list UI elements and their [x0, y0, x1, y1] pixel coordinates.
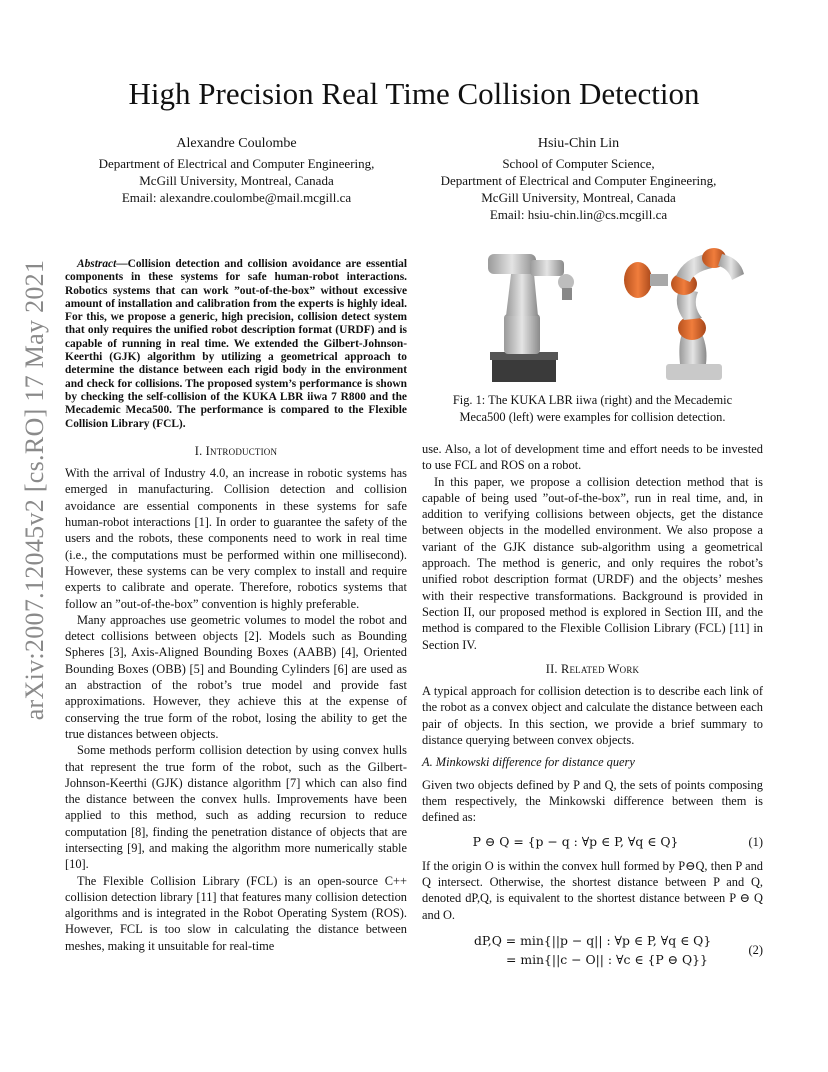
equation-2-line: = min{||c − O|| : ∀c ∈ {P ⊖ Q}} — [506, 952, 708, 968]
equation-2-line: dP,Q = min{||p − q|| : ∀p ∈ P, ∀q ∈ Q} — [474, 933, 712, 949]
figure-caption: Fig. 1: The KUKA LBR iiwa (right) and the Mecademic Meca500 (left) were examples for collision detection. — [452, 393, 733, 424]
abstract — [65, 258, 407, 431]
author-affiliation: Department of Electrical and Computer Engineering, — [440, 173, 717, 188]
paper-title: High Precision Real Time Collision Detection — [128, 76, 700, 111]
intro-paragraph: In this paper, we propose a collision detection method that is capable of being used ”out-of-the-box”, run in real time, and, in addition to verifying collisions between objects, get the distance between objects in the modelled environment. We also propose a variant of the GJK distance sub-algorithm using a geometrical approach. The method is generic, and only requires the robot’s unified robot description format (URDF) and the objects’ meshes with their respective transformations. Background is provided in Section II, our proposed method is explored in Section III, and the method is compared to the Flexible Collision Library (FCL) [11] in Section IV. — [422, 474, 763, 652]
author-name: Hsiu-Chin Lin — [537, 136, 620, 151]
author-block-2 — [412, 135, 745, 223]
equation-2-math — [422, 931, 729, 969]
robot-arms-illustration — [422, 244, 763, 384]
robot-arms-photo — [422, 244, 763, 384]
right-column — [422, 441, 763, 977]
abstract-text: —Collision detection and collision avoidance are essential components in these systems for safe human-robot interactions. Robotics systems that can work ”out-of-the-box” without excessive amount of installation and calibration from the experts is highly ideal. For this, we propose a generic, high precision, collision detect system that only requires the unified robot description format (URDF) and is capable of running in real time. We extended the Gilbert-Johnson-Keerthi (GJK) algorithm by utilizing a geometrical approach to determine the distance between each rigid body in the environment and check for collisions. The proposed system’s performance is shown by checking the self-collision of the KUKA LBR iiwa 7 R800 and the Mecademic Meca500. The performance is compared to the Flexible Collision Library (FCL). — [65, 258, 407, 430]
intro-paragraph: Many approaches use geometric volumes to model the robot and detect collisions between objects [2]. Models such as Bounding Spheres [3], Axis-Aligned Bounding Boxes (AABB) [4], Oriented Bounding Boxes (OBB) [5] and Bounding Cylinders [6] are used as an abstraction of the robot’s true model and provide fast approximations. However, they achieve this at the expense of conserving the true form of the robot, losing the ability to get the true distances between objects. — [65, 612, 407, 741]
author-affiliation: Department of Electrical and Computer Engineering, — [98, 156, 375, 171]
intro-paragraph: With the arrival of Industry 4.0, an increase in robotic systems has emerged in manufacturing. Collision detection and collision avoidance are essential components in these systems for safe human-robot interactions [1]. In order to guarantee the safety of the users and the robots, these components need to work in real time (i.e., the computations must be performed within one millisecond). However, these systems can be very complex to install and require experts to calibrate and operate. Therefore, robotics systems that follow an ”out-of-the-box” convention is highly preferable. — [65, 466, 407, 611]
abstract-lead: Abstract — [77, 258, 117, 270]
section-heading-introduction: I. Introduction — [194, 443, 278, 458]
arxiv-identifier: arXiv:2007.12045v2 [cs.RO] 17 May 2021 — [20, 259, 49, 721]
author-affiliation: McGill University, Montreal, Canada — [139, 173, 334, 188]
author-affiliation: School of Computer Science, — [502, 156, 655, 171]
related-work-paragraph: A typical approach for collision detection is to describe each link of the robot as a convex object and calculate the distance between each pair of objects. In this section, we provide a brief summary to distance querying between convex objects. — [422, 684, 763, 748]
arxiv-side-stamp — [15, 259, 55, 721]
minkowski-paragraph: Given two objects defined by P and Q, the sets of points composing them respectively, the Minkowski difference between them is defined as: — [422, 777, 763, 825]
equation-1 — [422, 834, 763, 850]
author-affiliation: McGill University, Montreal, Canada — [481, 190, 676, 205]
section-heading-related-work: II. Related Work — [545, 661, 640, 676]
subsection-heading-minkowski: A. Minkowski difference for distance query — [422, 755, 635, 770]
kuka-iiwa-arm — [624, 248, 744, 380]
equation-1-number: (1) — [748, 834, 763, 849]
intro-paragraph: The Flexible Collision Library (FCL) is an open-source C++ collision detection library [11] that features many collision detection algorithms and is integrated in the Robot Operating System (ROS). However, FCL is too slow in calculating the distance between meshes, making it unsuitable for real-time — [65, 873, 407, 953]
author-name: Alexandre Coulombe — [176, 136, 297, 151]
equation-2 — [422, 931, 763, 969]
author-email: Email: alexandre.coulombe@mail.mcgill.ca — [121, 190, 352, 205]
intro-paragraph: Some methods perform collision detection by using convex hulls that represent the true form of the robot, such as the Gilbert-Johnson-Keerthi (GJK) distance algorithm [7] which can also find the distance between the convex hulls. Improvements have been applied to this method, such as adding recursion to reduce computation [8], finding the penetration distance of objects that are intersecting [9], and making the algorithm more numerically stable [10]. — [65, 743, 407, 872]
equation-1-math: P ⊖ Q = {p − q : ∀p ∈ P, ∀q ∈ Q} — [472, 833, 679, 849]
author-email: Email: hsiu-chin.lin@cs.mcgill.ca — [489, 207, 668, 222]
intro-continuation: use. Also, a lot of development time and effort needs to be invested to use FCL and ROS on a robot. — [422, 442, 763, 473]
equation-2-number: (2) — [748, 942, 763, 957]
figure-1 — [422, 244, 763, 426]
author-block-1 — [70, 135, 403, 206]
left-column — [65, 258, 407, 954]
origin-paragraph: If the origin O is within the convex hull formed by P⊖Q, then P and Q intersect. Otherwise, the shortest distance between P and Q, denoted dP,Q, is equivalent to the shortest distance between P ⊖ Q and O. — [422, 858, 763, 922]
meca500-arm — [488, 254, 574, 382]
